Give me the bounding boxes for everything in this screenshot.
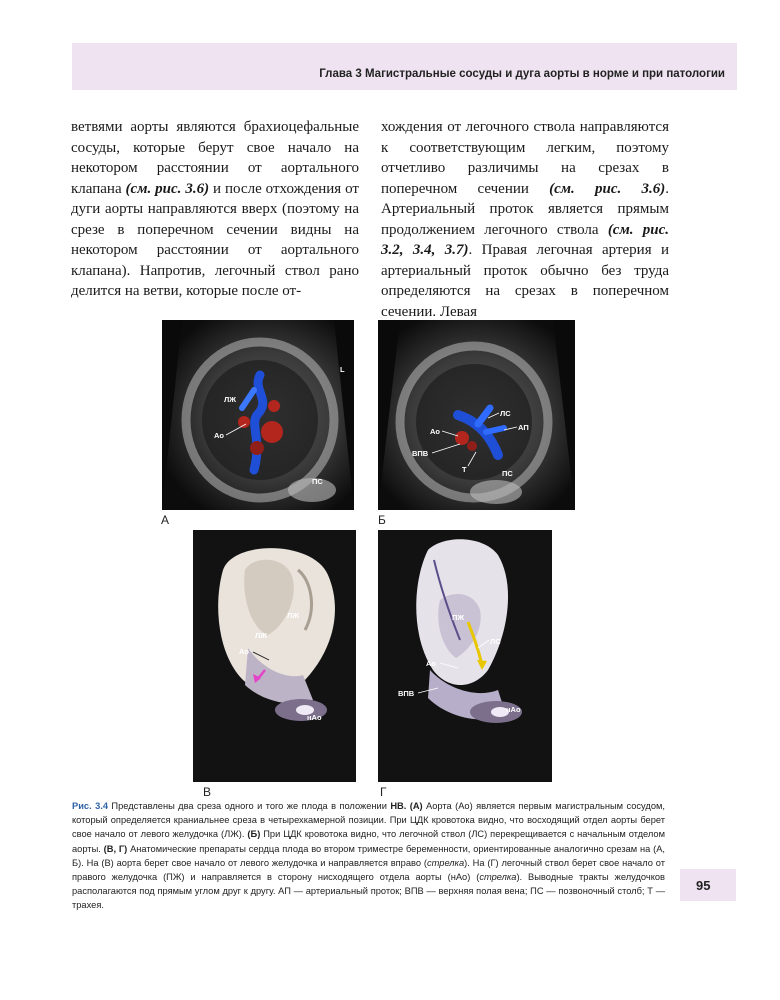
- caption-text: ). На (Г) легочный ствол берет свое начало от правого желудочка (ПЖ) и направляется в сторону нисходящего отдела аорты (нАо) (: [72, 857, 665, 883]
- cross-reference-text: (см. рис. 3.2, 3.4, 3.7): [381, 221, 669, 258]
- label-lzh: ЛЖ: [255, 631, 268, 640]
- paragraph-left: [71, 117, 359, 302]
- caption-text: Аорта (Ао) является первым магистральным сосудом, который определяется краниальнее среза в четырехкамерной позиции. При ЦДК кровотока видно, что восходящий отдел аорты берет свое начало от левого желудочка (ЛЖ).: [72, 801, 665, 840]
- label-vpv: ВПВ: [398, 689, 415, 698]
- caption-text: ). Выводные тракты желудочков располагаются под прямым углом друг к другу. АП — артериальный проток; ВПВ — верхняя полая вена; ПС — позвоночный столб; Т — трахея.: [72, 872, 665, 911]
- page-number-box: [680, 869, 736, 901]
- running-title: Глава 3 Магистральные сосуды и дуга аорты в норме и при патологии: [319, 68, 725, 80]
- cross-reference-text: (см. рис. 3.6): [549, 180, 666, 197]
- figure-panel-a-ultrasound: [162, 320, 354, 510]
- caption-text: Представлены два среза одного и того же плода в положении: [108, 801, 391, 811]
- text-run: . Артериальный проток является прямым продолжением легочного ствола: [381, 180, 669, 238]
- panel-letter-a: А: [161, 513, 170, 527]
- figure-caption: [72, 799, 665, 913]
- text-run: ветвями аорты являются брахиоцефальные сосуды, которые берут свое начало на некотором расстоянии от аортального клапана: [71, 119, 359, 197]
- cross-reference: [126, 181, 210, 197]
- text-run: . Правая легочная артерия и артериальный проток обычно без труда определяются на срезах в поперечном сечении. Левая: [381, 242, 669, 320]
- figure-panel-g-specimen: [378, 530, 552, 782]
- cross-reference-text: (см. рис. 3.6): [125, 180, 210, 197]
- label-ao: Ао: [239, 647, 249, 656]
- label-lzh: ЛЖ: [224, 395, 237, 404]
- label-ps: ПС: [312, 477, 323, 486]
- body-column-left: [71, 117, 359, 302]
- label-ls: ЛС: [500, 409, 511, 418]
- figure-panel-b-ultrasound: [378, 320, 575, 510]
- figure-number: Рис. 3.4: [72, 801, 108, 811]
- label-ao: Ао: [430, 427, 440, 436]
- body-column-right: [381, 117, 669, 322]
- label-nao: нАо: [307, 713, 322, 722]
- caption-text: При ЦДК кровотока видно, что легочной ствол (ЛС) перекрещивается с начальным отделом аорты.: [72, 829, 665, 854]
- label-nao: нАо: [506, 705, 521, 714]
- label-ap: АП: [518, 423, 529, 432]
- ultrasound-image-a: [162, 320, 354, 510]
- caption-text: Анатомические препараты сердца плода во втором триместре беременности, ориентированные аналогично срезам на (А, Б). На (В) аорта берет свое начало от левого желудочка и направляется вправо (: [72, 843, 665, 868]
- paragraph-right: [381, 117, 669, 322]
- label-ao: Ао: [214, 431, 224, 440]
- cross-reference: [549, 181, 665, 197]
- panel-letter-v: В: [203, 785, 212, 799]
- label-t: Т: [462, 465, 467, 474]
- text-run: и после отхождения от дуги аорты направляются вверх (поэтому на срезе в поперечном сечении видны на некотором расстоянии от аортального клапана). Напротив, легочный ствол рано делится на ветви, которые после от-: [71, 180, 359, 299]
- label-lzh-top: ЛЖ: [287, 611, 300, 620]
- caption-bold: НВ.: [390, 801, 407, 811]
- label-ao: Ао: [426, 659, 436, 668]
- running-header: [72, 43, 737, 90]
- label-ps: ПС: [502, 469, 513, 478]
- figure-panel-v-specimen: [193, 530, 356, 782]
- label-l: L: [340, 365, 345, 374]
- specimen-image-v: [193, 530, 356, 782]
- caption-bold: (А): [409, 801, 423, 811]
- page-number: 95: [696, 878, 711, 893]
- label-ls: ЛС: [490, 637, 501, 646]
- caption-italic: стрелка: [426, 857, 465, 868]
- caption-italic: стрелка: [479, 872, 517, 883]
- panel-letter-b: Б: [378, 513, 386, 527]
- label-pzh: ПЖ: [452, 613, 465, 622]
- ultrasound-image-b: [378, 320, 575, 510]
- specimen-image-g: [378, 530, 552, 782]
- label-vpv: ВПВ: [412, 449, 429, 458]
- caption-bold: (В, Г): [103, 843, 128, 854]
- panel-letter-g: Г: [380, 785, 387, 799]
- caption-bold: (Б): [247, 829, 261, 840]
- text-run: хождения от легочного ствола направляются к соответствующим легким, поэтому отчетливо различимы на срезах в поперечном сечении: [381, 119, 669, 197]
